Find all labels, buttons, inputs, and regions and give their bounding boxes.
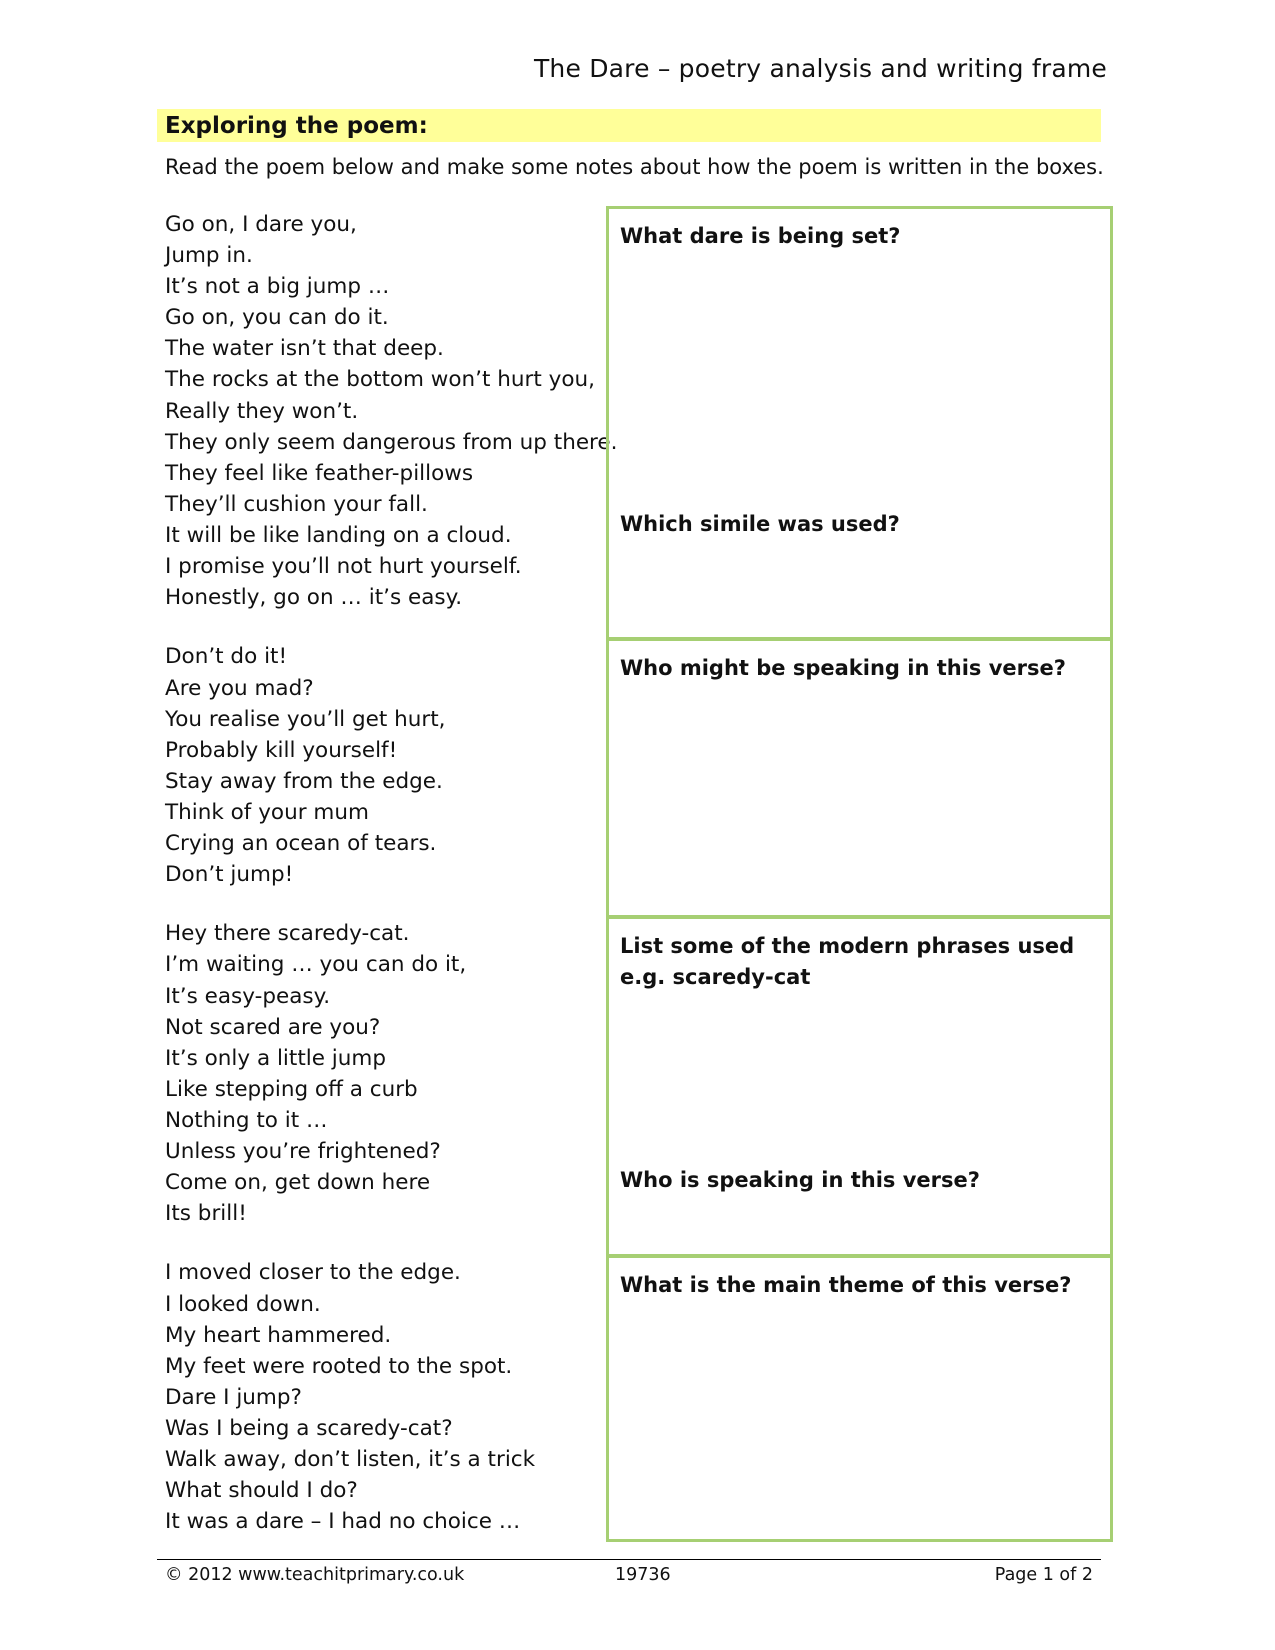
poem-line: What should I do? — [165, 1478, 358, 1504]
poem-line: Probably kill yourself! — [165, 737, 398, 763]
poem-line: They’ll cushion your fall. — [165, 491, 428, 517]
question-who-is-speaking: Who is speaking in this verse? — [620, 1168, 980, 1192]
question-who-might-speak: Who might be speaking in this verse? — [620, 656, 1066, 680]
poem-line: Walk away, don’t listen, it’s a trick — [165, 1447, 536, 1473]
footer-page-number: Page 1 of 2 — [994, 1565, 1093, 1585]
notes-box-2[interactable] — [606, 638, 1113, 918]
poem-line: I’m waiting … you can do it, — [165, 952, 467, 978]
poem-line: It was a dare – I had no choice … — [165, 1509, 521, 1535]
section-heading: Exploring the poem: — [165, 113, 428, 139]
poem — [165, 209, 618, 1566]
poem-line: It will be like landing on a cloud. — [165, 522, 512, 548]
footer-code: 19736 — [615, 1565, 671, 1585]
poem-line: My feet were rooted to the spot. — [165, 1353, 513, 1379]
poem-line: Really they won’t. — [165, 398, 359, 424]
poem-line: I looked down. — [165, 1291, 321, 1317]
poem-line: Was I being a scaredy-cat? — [165, 1415, 453, 1441]
question-simile: Which simile was used? — [620, 512, 900, 536]
footer-divider — [157, 1559, 1101, 1560]
poem-line: It’s only a little jump — [165, 1045, 386, 1071]
poem-line: Hey there scaredy-cat. — [165, 921, 410, 947]
notes-box-3[interactable] — [606, 916, 1113, 1257]
poem-line: I promise you’ll not hurt yourself. — [165, 554, 522, 580]
poem-line: The rocks at the bottom won’t hurt you, — [165, 367, 595, 393]
poem-line: They feel like feather-pillows — [165, 460, 474, 486]
poem-line: Stay away from the edge. — [165, 768, 443, 794]
poem-line: Not scared are you? — [165, 1014, 381, 1040]
poem-line: Don’t do it! — [165, 644, 288, 670]
poem-line: My heart hammered. — [165, 1322, 392, 1348]
footer-copyright: © 2012 www.teachitprimary.co.uk — [165, 1565, 465, 1585]
document-title: The Dare – poetry analysis and writing frame — [533, 54, 1107, 83]
notes-box-4[interactable] — [606, 1255, 1113, 1542]
poem-line: The water isn’t that deep. — [165, 336, 444, 362]
poem-line: It’s easy-peasy. — [165, 983, 331, 1009]
notes-box-1[interactable] — [606, 206, 1113, 640]
poem-stanza-4 — [165, 1257, 595, 1537]
poem-line: Nothing to it … — [165, 1107, 328, 1133]
poem-line: Don’t jump! — [165, 862, 294, 888]
poem-line: Go on, I dare you, — [165, 212, 357, 237]
poem-stanza-2 — [165, 641, 595, 890]
poem-line: Go on, you can do it. — [165, 305, 389, 331]
section-heading-bar — [157, 109, 1101, 142]
poem-line: Its brill! — [165, 1201, 247, 1227]
poem-line: Are you mad? — [165, 675, 314, 701]
poem-line: Think of your mum — [165, 799, 369, 825]
poem-line: Come on, get down here — [165, 1170, 431, 1196]
poem-stanza-3 — [165, 918, 595, 1229]
question-main-theme: What is the main theme of this verse? — [620, 1273, 1072, 1297]
poem-line: Dare I jump? — [165, 1384, 302, 1410]
poem-line: It’s not a big jump … — [165, 274, 390, 300]
question-dare-set: What dare is being set? — [620, 224, 901, 248]
poem-line: Crying an ocean of tears. — [165, 830, 437, 856]
poem-stanza-1 — [165, 209, 618, 613]
poem-line: They only seem dangerous from up there. — [165, 429, 618, 455]
poem-line: You realise you’ll get hurt, — [165, 706, 446, 732]
poem-line: Unless you’re frightened? — [165, 1139, 441, 1164]
instructions-text: Read the poem below and make some notes about how the poem is written in the boxes. — [165, 155, 1104, 179]
poem-line: Jump in. — [165, 243, 253, 269]
poem-line: Honestly, go on … it’s easy. — [165, 585, 463, 611]
question-modern-phrases: List some of the modern phrases used e.g. scaredy-cat — [620, 934, 1075, 989]
poem-line: Like stepping off a curb — [165, 1076, 418, 1102]
poem-line: I moved closer to the edge. — [165, 1260, 461, 1286]
